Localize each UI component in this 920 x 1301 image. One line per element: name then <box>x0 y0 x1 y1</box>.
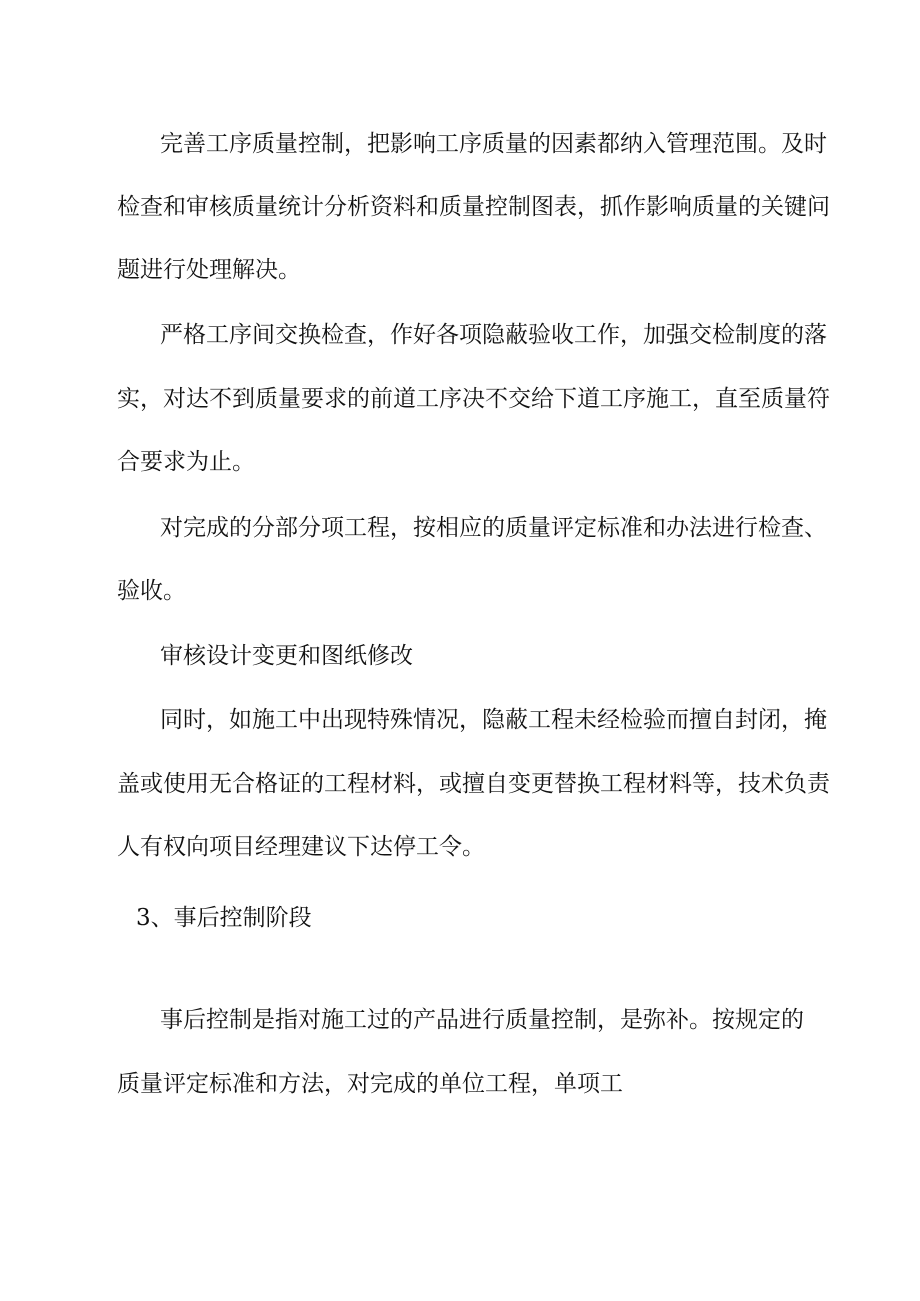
paragraph-5-line-2: 盖或使用无合格证的工程材料，或擅自变更替换工程材料等，技术负责 <box>117 771 830 797</box>
paragraph-5-line-3: 人有权向项目经理建议下达停工令。 <box>117 834 485 860</box>
paragraph-7-line-1: 事后控制是指对施工过的产品进行质量控制，是弥补。按规定的 <box>160 1007 804 1033</box>
paragraph-2-line-1: 严格工序间交换检查，作好各项隐蔽验收工作，加强交检制度的落 <box>160 322 827 348</box>
paragraph-2-line-2: 实，对达不到质量要求的前道工序决不交给下道工序施工，直至质量符 <box>117 386 830 412</box>
paragraph-5-line-1: 同时，如施工中出现特殊情况，隐蔽工程未经检验而擅自封闭，掩 <box>160 707 827 733</box>
paragraph-3-line-2: 验收。 <box>117 578 186 604</box>
section-heading: 3、事后控制阶段 <box>136 905 312 931</box>
paragraph-3-line-1: 对完成的分部分项工程，按相应的质量评定标准和办法进行检查、 <box>160 515 827 541</box>
paragraph-1-line-3: 题进行处理解决。 <box>117 257 301 283</box>
paragraph-1-line-1: 完善工序质量控制，把影响工序质量的因素都纳入管理范围。及时 <box>160 131 827 157</box>
paragraph-1-line-2: 检查和审核质量统计分析资料和质量控制图表，抓作影响质量的关键问 <box>117 194 830 220</box>
paragraph-7-line-2: 质量评定标准和方法，对完成的单位工程，单项工 <box>117 1071 623 1097</box>
paragraph-4-line-1: 审核设计变更和图纸修改 <box>160 643 413 669</box>
paragraph-2-line-3: 合要求为止。 <box>117 449 255 475</box>
